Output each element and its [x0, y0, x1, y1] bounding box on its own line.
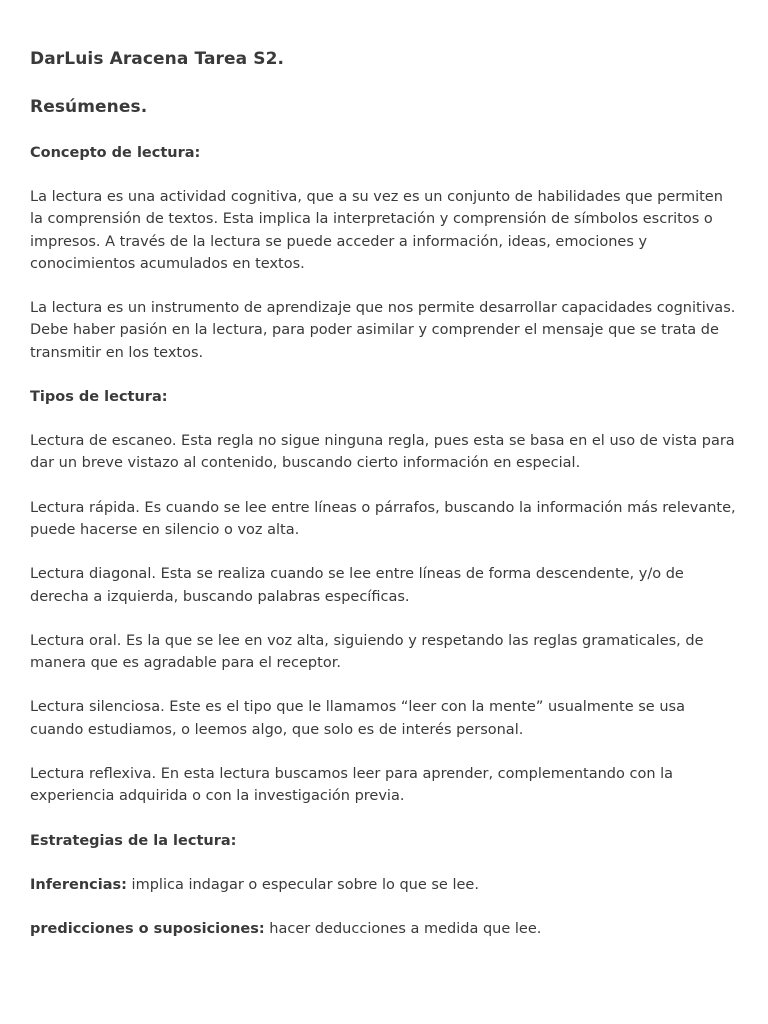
strategy-description: implica indagar o especular sobre lo que se lee. — [126, 876, 479, 893]
document-subtitle: Resúmenes. — [30, 97, 148, 117]
strategy-term: predicciones o suposiciones: — [30, 920, 265, 937]
paragraph: Lectura reflexiva. En esta lectura buscamos leer para aprender, complementando con la experiencia adquirida o con la investigación previa. — [30, 766, 674, 805]
strategy-item — [30, 918, 738, 940]
paragraph: Lectura de escaneo. Esta regla no sigue ninguna regla, pues esta se basa en el uso de vista para dar un breve vistazo al contenido, buscando cierto información en especial. — [30, 433, 735, 472]
document-title: DarLuis Aracena Tarea S2. — [30, 49, 285, 69]
section-heading-estrategias: Estrategias de la lectura: — [30, 832, 237, 849]
strategy-term: Inferencias: — [30, 876, 127, 893]
section-heading-concepto: Concepto de lectura: — [30, 145, 201, 161]
paragraph: La lectura es un instrumento de aprendizaje que nos permite desarrollar capacidades cognitivas. Debe haber pasión en la lectura, para poder asimilar y comprender el mensaje que se trata de transmitir en los textos. — [30, 300, 736, 361]
strategy-item — [30, 874, 738, 896]
section-heading-tipos: Tipos de lectura: — [30, 389, 168, 406]
paragraph: La lectura es una actividad cognitiva, que a su vez es un conjunto de habilidades que permiten la comprensión de textos. Esta implica la interpretación y comprensión de símbolos escritos o impresos. A través de la lectura se puede acceder a información, ideas, emociones y conocimientos acumulados en textos. — [30, 189, 723, 272]
paragraph: Lectura silenciosa. Este es el tipo que le llamamos “leer con la mente” usualmente se usa cuando estudiamos, o leemos algo, que solo es de interés personal. — [30, 699, 685, 738]
paragraph: Lectura rápida. Es cuando se lee entre líneas o párrafos, buscando la información más relevante, puede hacerse en silencio o voz alta. — [30, 499, 736, 538]
paragraph: Lectura diagonal. Esta se realiza cuando se lee entre líneas de forma descendente, y/o de derecha a izquierda, buscando palabras específicas. — [30, 566, 684, 605]
paragraph: Lectura oral. Es la que se lee en voz alta, siguiendo y respetando las reglas gramaticales, de manera que es agradable para el receptor. — [30, 632, 704, 672]
strategy-description: hacer deducciones a medida que lee. — [264, 920, 542, 937]
